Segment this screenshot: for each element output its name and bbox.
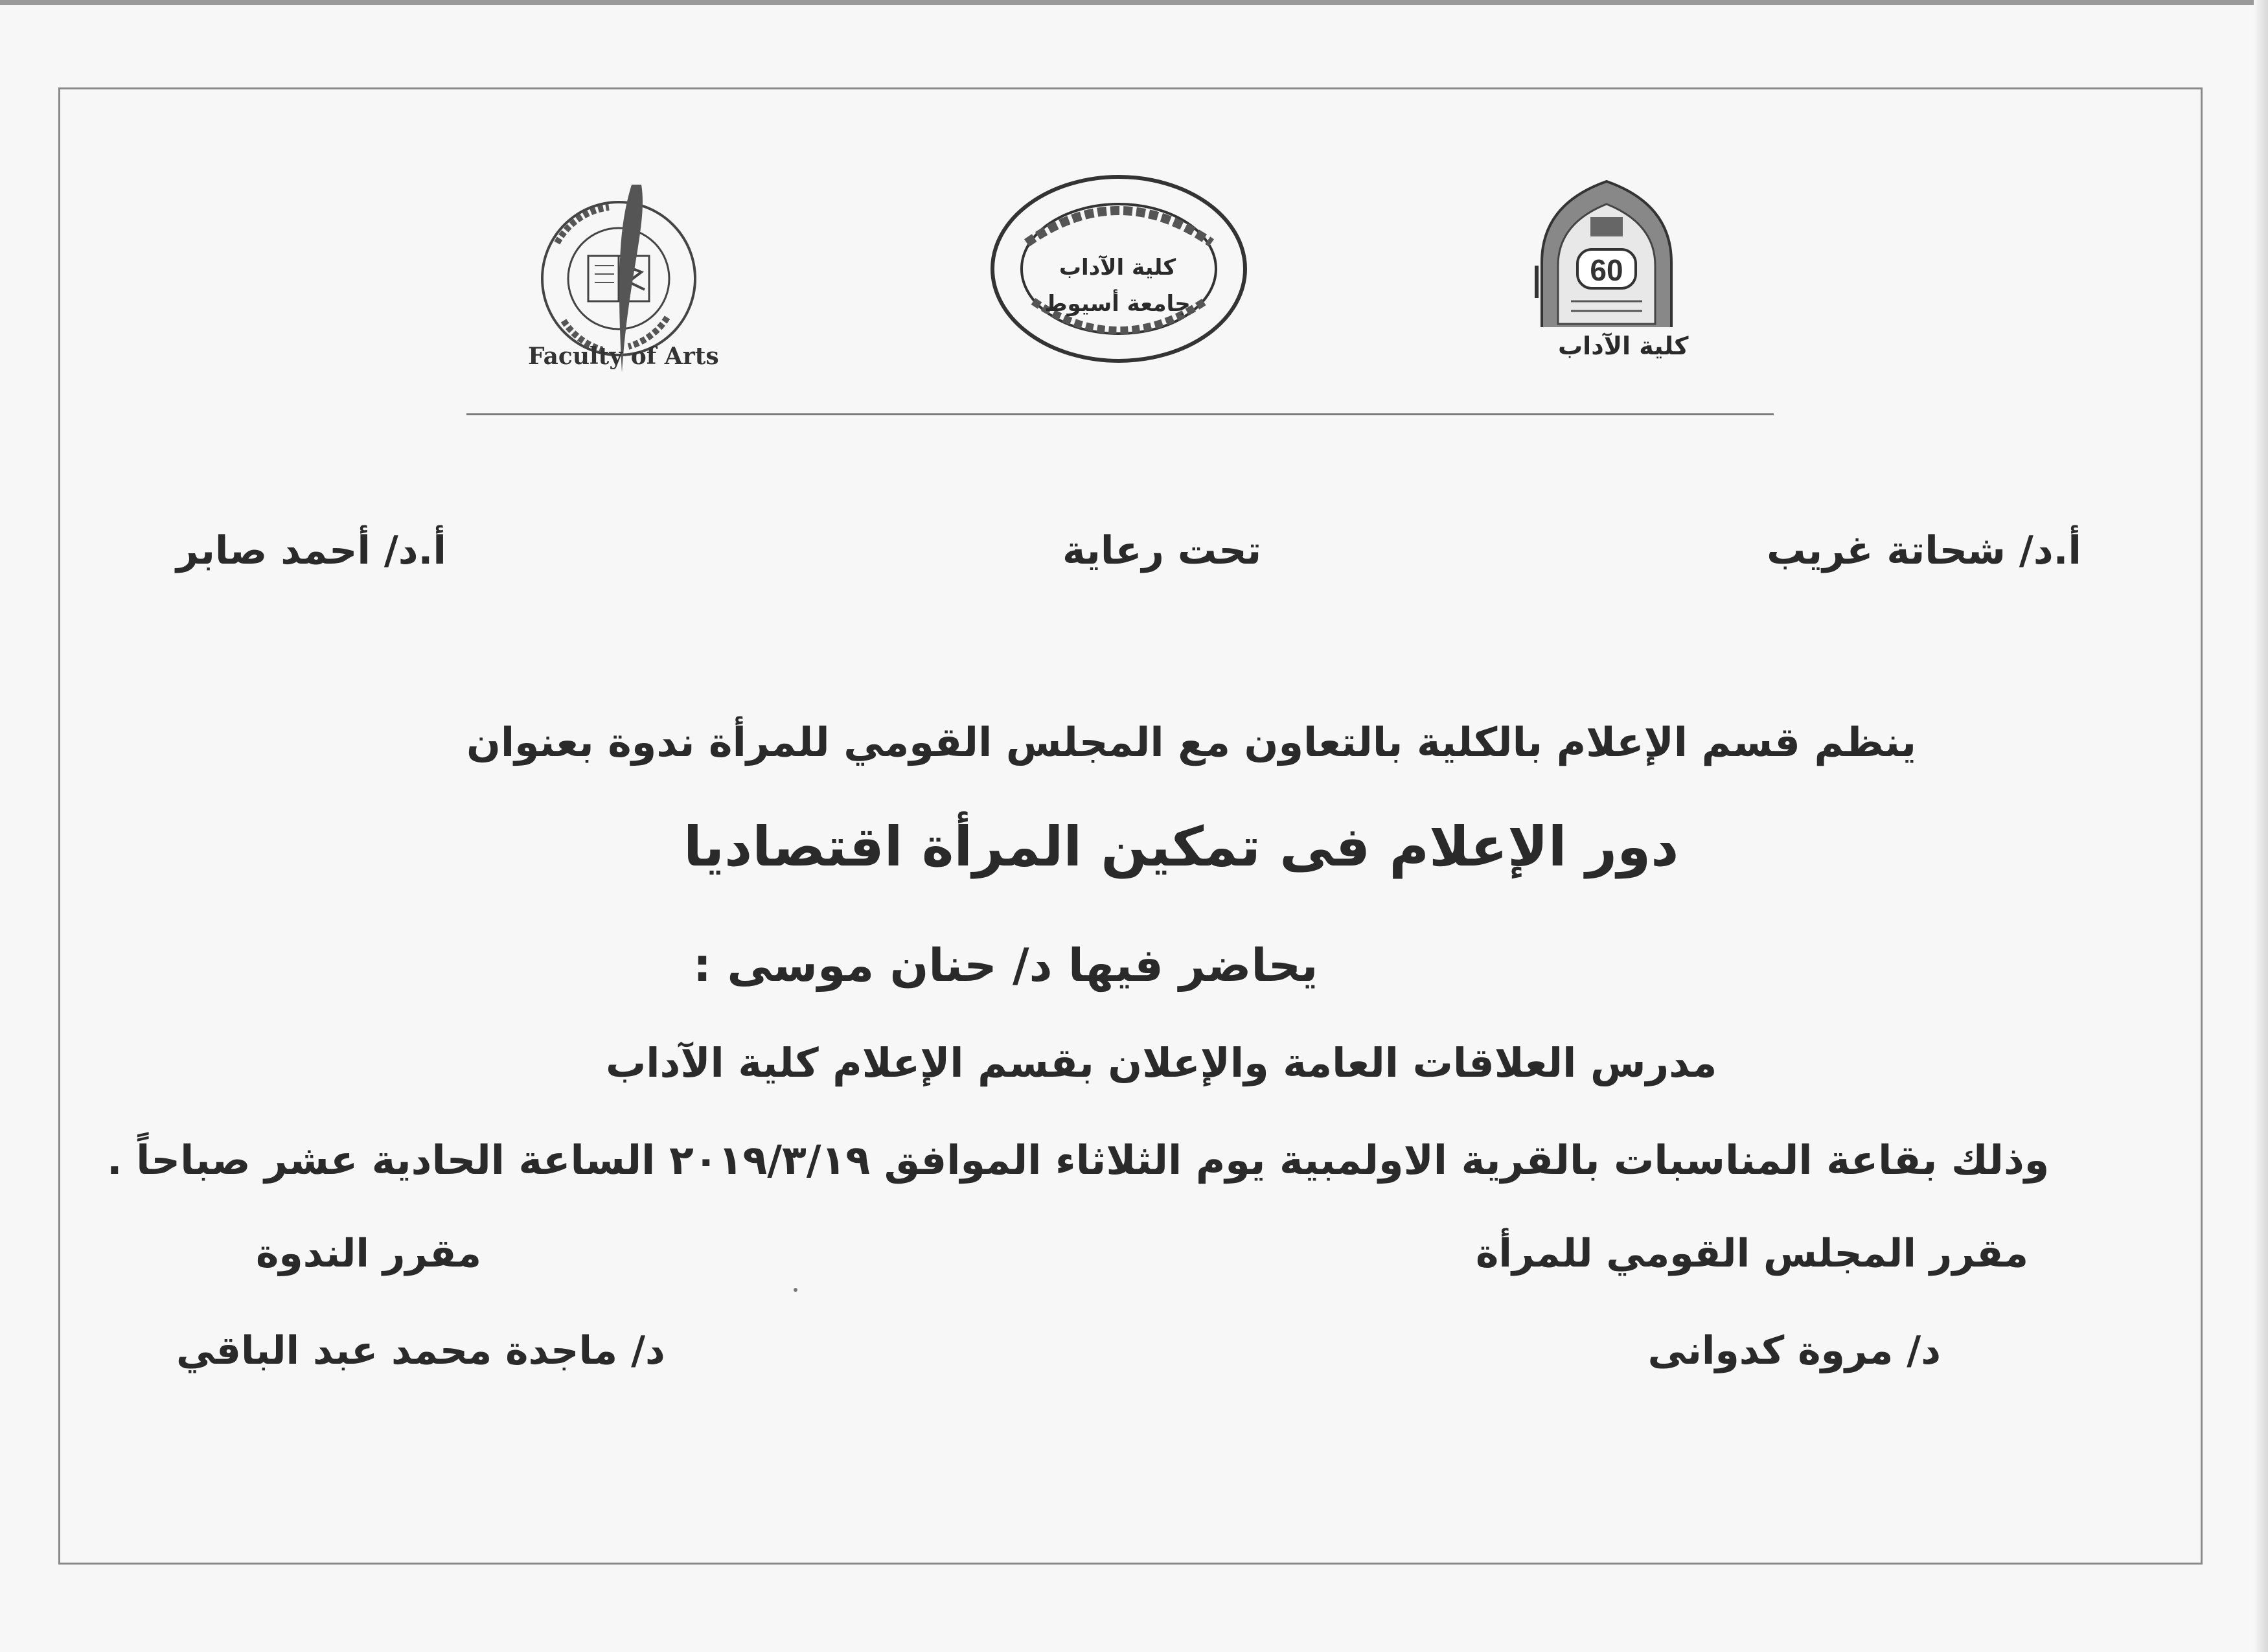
right-signature-title: مقرر المجلس القومي للمرأة [1475,1231,2028,1276]
patronage-label: تحت رعاية [1062,528,1262,573]
right-signature-name: د/ مروة كدوانى [1647,1328,1941,1373]
right-logo-caption: كلية الآداب [1558,332,1689,360]
seminar-title: دور الإعلام فى تمكين المرأة اقتصاديا [683,815,1679,878]
svg-text:60: 60 [1590,253,1623,287]
patron-right-name: أ.د/ شحاتة غريب [1767,528,2081,573]
intro-text: ينظم قسم الإعلام بالكلية بالتعاون مع المجلس القومي للمرأة ندوة بعنوان [466,718,1917,766]
lecturer-line: يحاضر فيها د/ حنان موسى : [693,939,1318,992]
center-seal-caption: كلية الآداب جامعة أسيوط [1044,255,1191,317]
scan-edge-right [2254,0,2268,1652]
left-signature-name: د/ ماجدة محمد عبد الباقي [176,1328,665,1373]
left-logo-caption: Faculty of Arts [528,343,719,370]
faculty-anniversary-arch-icon [1529,178,1684,327]
scan-edge-top [0,0,2268,5]
venue-and-time: وذلك بقاعة المناسبات بالقرية الاولمبية يوم الثلاثاء الموافق ٢٠١٩/٣/١٩ الساعة الحادية عشر صباحاً . [107,1136,2050,1184]
patron-left-name: أ.د/ أحمد صابر [176,528,446,573]
scan-speck [794,1288,797,1292]
lecturer-role: مدرس العلاقات العامة والإعلان بقسم الإعلام كلية الآداب [606,1039,1717,1086]
header-divider [466,413,1774,415]
left-signature-title: مقرر الندوة [256,1231,482,1276]
